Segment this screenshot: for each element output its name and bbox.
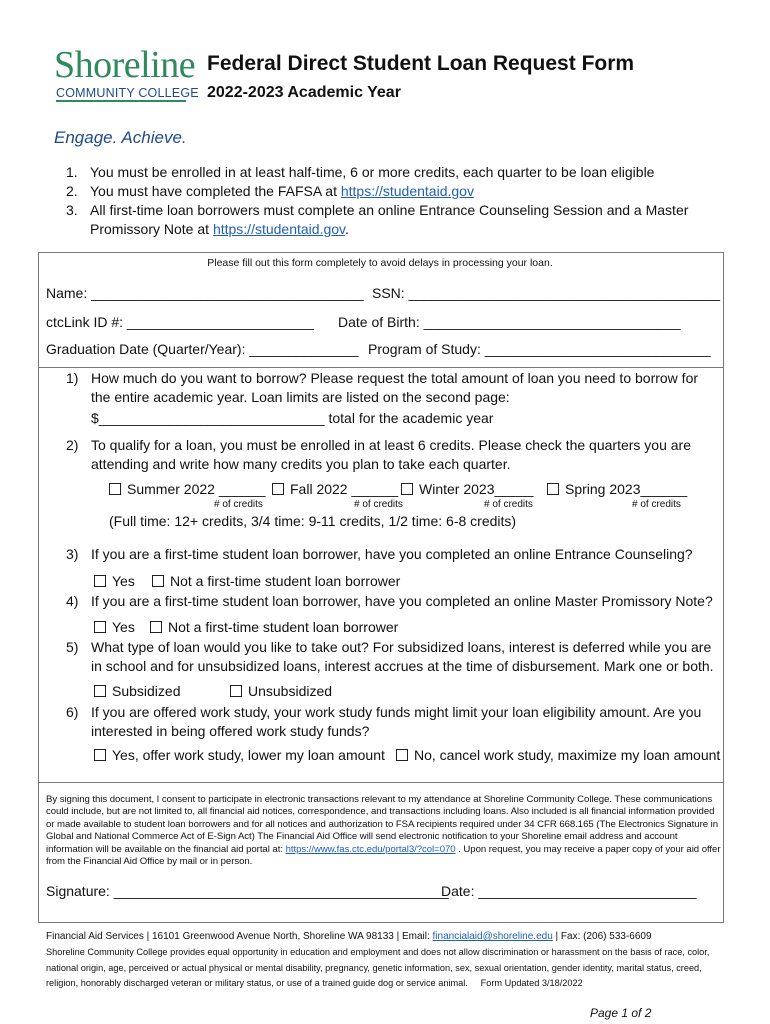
ssn-field[interactable]: SSN: ________________________________________ (372, 285, 721, 301)
logo-tagline: Engage. Achieve. (54, 128, 187, 147)
signature-field[interactable]: Signature: ___________________________________________ (46, 883, 449, 899)
loan-amount-field[interactable]: $_____________________________ total for the academic year (91, 410, 494, 426)
logo-community-college: COMMUNITY COLLEGE (56, 86, 199, 100)
fall-2022-option[interactable]: Fall 2022 ______ (272, 481, 398, 497)
footer-contact: Financial Aid Services | 16101 Greenwood Avenue North, Shoreline WA 98133 | Email: financialaid@shoreline.edu | Fax: (206) 533-6609 (46, 931, 652, 942)
checkbox-icon (547, 483, 559, 495)
credits-label: # of credits (632, 499, 681, 510)
subsidized-option[interactable]: Subsidized (94, 683, 181, 699)
entrance-counseling-not-first-time[interactable]: Not a first-time student loan borrower (152, 573, 400, 589)
unsubsidized-option[interactable]: Unsubsidized (230, 683, 332, 699)
date-of-birth-field[interactable]: Date of Birth: _________________________________ (338, 314, 681, 330)
spring-2023-option[interactable]: Spring 2023______ (547, 481, 687, 497)
financial-aid-email-link[interactable]: financialaid@shoreline.edu (432, 931, 553, 942)
enrollment-levels-note: (Full time: 12+ credits, 3/4 time: 9-11 credits, 1/2 time: 6-8 credits) (109, 513, 517, 529)
program-of-study-field[interactable]: Program of Study: _____________________________ (368, 341, 711, 357)
logo-shoreline: Shoreline (54, 44, 196, 86)
eeo-statement: Shoreline Community College provides equal opportunity in education and employment and does not allow discrimination or harassment on the basis of race, color, national origin, age, perceived or actual physical or mental disability, pregnancy, genetic information, sex, sexual orientation, gender identity, marital status, creed, religion, honorably discharged veteran or military status, or use of a trained guide dog or service animal. Form Updated 3/18/2022 (46, 947, 710, 988)
signature-date-field[interactable]: Date: ____________________________ (441, 883, 697, 899)
req-num: 2. (66, 183, 78, 199)
name-field[interactable]: Name: ___________________________________ (46, 285, 364, 301)
req-num: 1. (66, 164, 78, 180)
mpn-yes[interactable]: Yes (94, 619, 135, 635)
req-text: All first-time loan borrowers must complete an online Entrance Counseling Session and a Master Promissory Note at https://studentaid.gov. (90, 202, 689, 237)
work-study-yes[interactable]: Yes, offer work study, lower my loan amount (94, 747, 385, 763)
fill-note: Please fill out this form completely to avoid delays in processing your loan. (207, 257, 553, 269)
checkbox-icon (109, 483, 121, 495)
form-updated: Form Updated 3/18/2022 (480, 978, 583, 988)
req-num: 3. (66, 202, 78, 218)
checkbox-icon (150, 621, 162, 633)
studentaid-link[interactable]: https://studentaid.gov (340, 183, 474, 199)
ctclink-id-field[interactable]: ctcLink ID #: ________________________ (46, 314, 314, 330)
form-title: Federal Direct Student Loan Request Form (207, 52, 635, 75)
req-text: You must be enrolled in at least half-time, 6 or more credits, each quarter to be loan eligible (90, 164, 655, 180)
checkbox-icon (152, 575, 164, 587)
checkbox-icon (272, 483, 284, 495)
consent-text: By signing this document, I consent to participate in electronic transactions relevant to my attendance at Shoreline Community College. These communications could include, but are not limited to, all financial aid notices, correspondence, and transactions including loans. Also included is all financial information provided or made available to student loan borrowers and for all notices and authorization to FSA recipients required under 34 CFR 668.165 (The Electronics Signature in Global and National Commerce Act of E-Sign Act) The Financial Aid Office will send electronic notification to your Shoreline email address and account information will be available on the financial aid portal at: https://www.fas.ctc.edu/portal3/?col=070 . Upon request, you may receive a paper copy of your aid offer from the Financial Aid Office by mail or in person. (46, 794, 721, 868)
page-number: Page 1 of 2 (590, 1006, 652, 1020)
checkbox-icon (401, 483, 413, 495)
logo-divider (56, 100, 186, 102)
checkbox-icon (396, 749, 408, 761)
checkbox-icon (94, 749, 106, 761)
credits-label: # of credits (214, 499, 263, 510)
work-study-no[interactable]: No, cancel work study, maximize my loan amount (396, 747, 720, 763)
summer-2022-option[interactable]: Summer 2022 ______ (109, 481, 266, 497)
credits-label: # of credits (354, 499, 403, 510)
credits-label: # of credits (484, 499, 533, 510)
req-text: You must have completed the FAFSA at https://studentaid.gov (90, 183, 474, 199)
academic-year: 2022-2023 Academic Year (207, 84, 401, 101)
winter-2023-option[interactable]: Winter 2023_____ (401, 481, 533, 497)
entrance-counseling-yes[interactable]: Yes (94, 573, 135, 589)
studentaid-link[interactable]: https://studentaid.gov (212, 221, 345, 237)
fas-portal-link[interactable]: https://www.fas.ctc.edu/portal3/?col=070 (285, 843, 456, 855)
mpn-not-first-time[interactable]: Not a first-time student loan borrower (150, 619, 398, 635)
checkbox-icon (94, 685, 106, 697)
graduation-date-field[interactable]: Graduation Date (Quarter/Year): ______________ (46, 341, 359, 357)
checkbox-icon (94, 621, 106, 633)
checkbox-icon (94, 575, 106, 587)
checkbox-icon (230, 685, 242, 697)
